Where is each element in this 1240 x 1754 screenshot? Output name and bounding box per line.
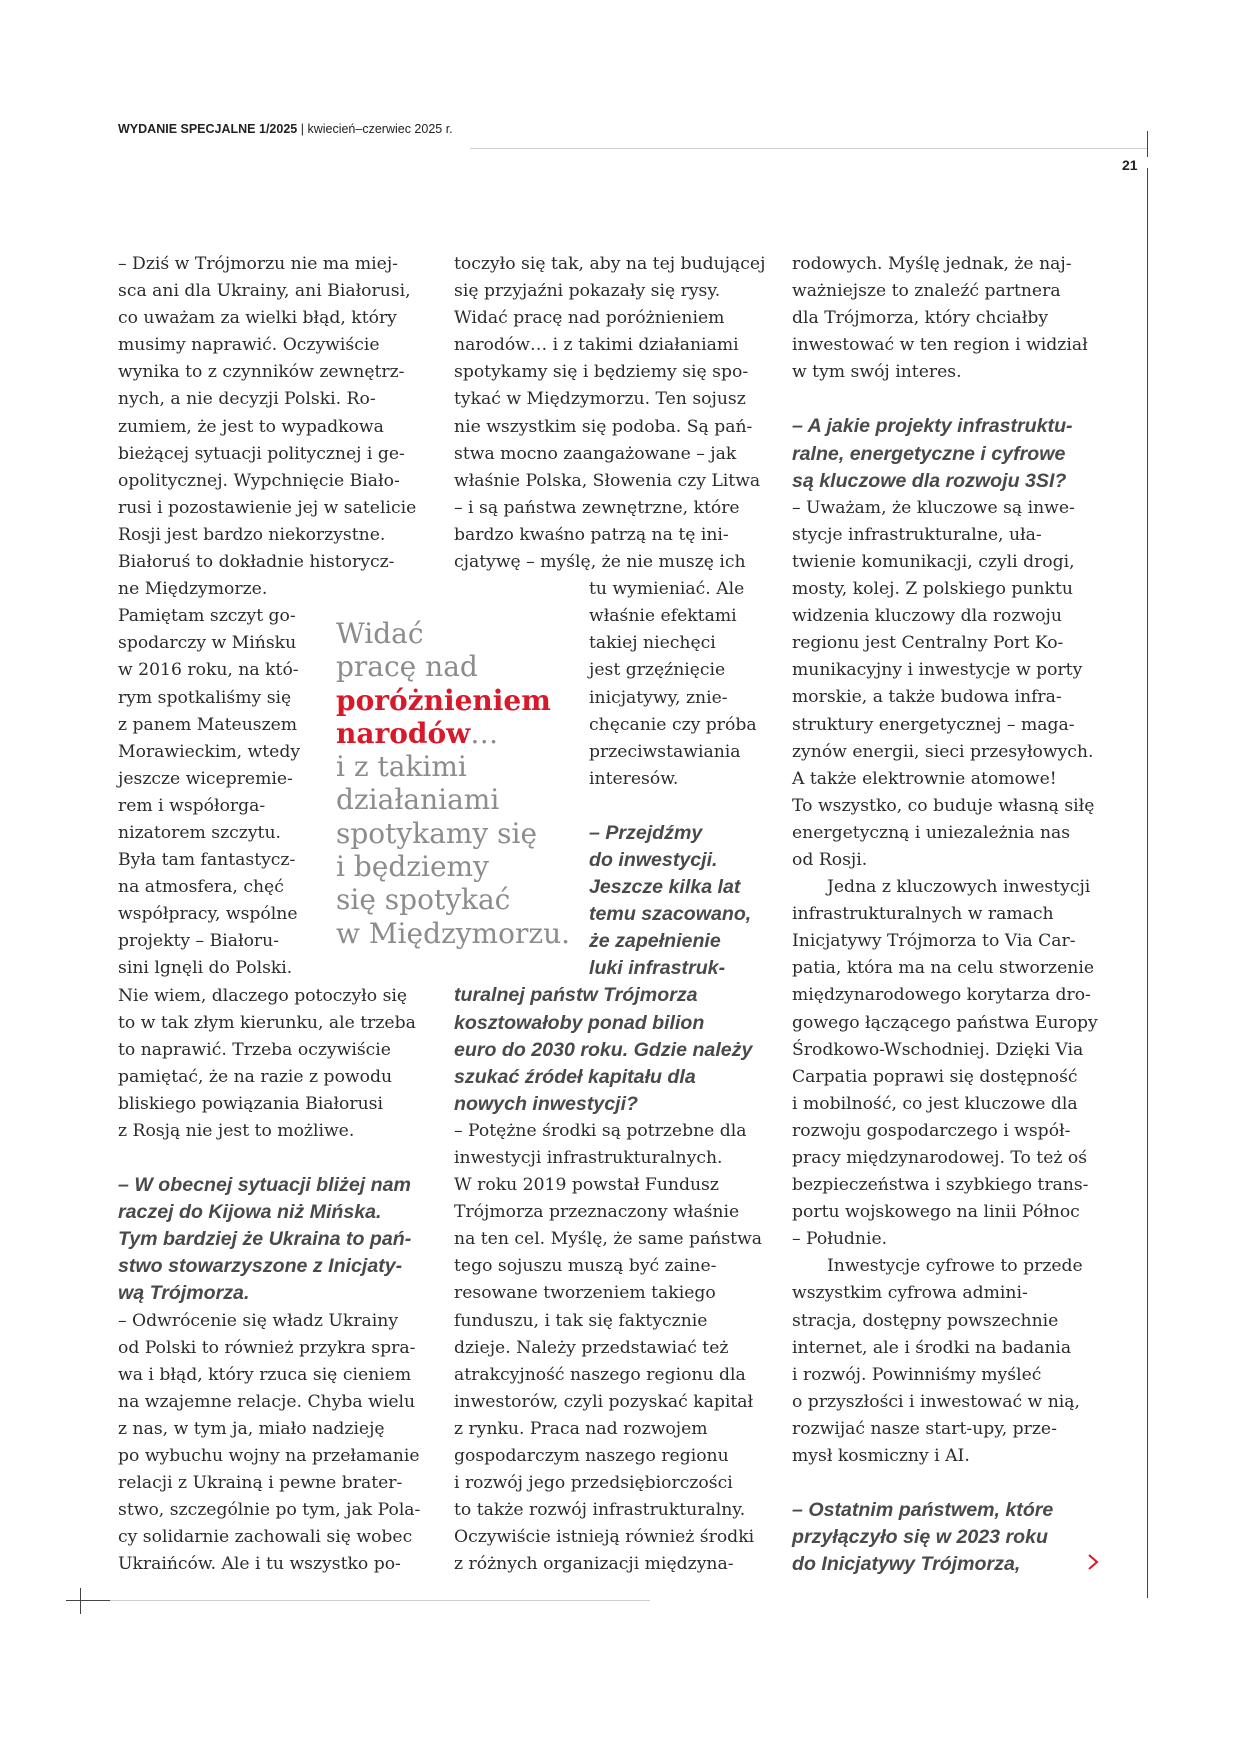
header-separator: |: [297, 122, 308, 136]
crop-mark-bottom-left-vertical: [80, 1588, 81, 1614]
running-header: [118, 122, 453, 136]
paragraph: rodowych. Myślę jednak, że naj- ważniejsze to znaleźć partnera dla Trójmorza, który chciałby inwestować w ten region i widział w tym swój interes.: [792, 254, 1088, 383]
paragraph: Jedna z kluczowych inwestycji infrastrukturalnych w ramach Inicjatywy Trójmorza to Via Car- patia, która ma na celu stworzenie międzynarodowego korytarza dro- gowego łączącego państwa Europy Środkowo-Wschodniej. Dzięki Via Carpatia poprawi się dostępność i mobilność, co jest kluczowe dla rozwoju gospodarczego i współ- pracy międzynarodowej. To też oś bezpieczeństwa i szybkiego trans- portu wojskowego na linii Północ – Południe.: [792, 877, 1098, 1250]
issue-date: kwiecień–czerwiec 2025 r.: [307, 122, 453, 136]
crop-mark-top-vertical: [1147, 131, 1148, 157]
crop-mark-right-vertical: [1147, 168, 1148, 1598]
interview-question: – Ostatnim państwem, które przyłączyło się w 2023 roku do Inicjatywy Trójmorza,: [792, 1499, 1054, 1576]
interview-question: – W obecnej sytuacji bliżej nam raczej do Kijowa niż Mińska. Tym bardziej że Ukraina to pań- stwo stowarzyszone z Inicjaty- wą Trójmorza.: [118, 1174, 412, 1305]
footer-rule: [110, 1600, 650, 1601]
pull-quote-highlight: narodów: [336, 716, 471, 750]
pull-quote: Widać pracę nad poróżnieniem narodów… i z takimi działaniami spotykamy się i będziemy się spotykać w Międzymorzu.: [336, 617, 571, 950]
interview-question: – A jakie projekty infrastruktu- ralne, energetyczne i cyfrowe są kluczowe dla rozwoju 3SI?: [792, 415, 1073, 492]
paragraph: toczyło się tak, aby na tej budującej się przyjaźni pokazały się rysy. Widać pracę nad poróżnieniem narodów… i z takimi działaniami spotykamy się i będziemy się spo- tykać w Międzymorzu. Ten sojusz nie wszystkim się podoba. Są pań- stwa mocno zaangażowane – jak właśnie Polska, Słowenia czy Litwa – i są państwa zewnętrzne, które bardzo kwaśno patrzą na tę ini- cjatywę – myślę, że nie muszę ich: [454, 254, 766, 573]
interview-question: – Przejdźmy do inwestycji. Jeszcze kilka lat temu szacowano, że zapełnienie luki infrastruk- turalnej państw Trójmorza kosztowałoby ponad bilion euro do 2030 roku. Gdzie należy szukać źródeł kapitału dla nowych inwestycji?: [454, 821, 753, 1115]
paragraph: – Uważam, że kluczowe są inwe- stycje infrastrukturalne, uła- twienie komunikacji, czyli drogi, mosty, kolej. Z polskiego punktu widzenia kluczowy dla rozwoju regionu jest Centralny Port Ko- munikacyjny i inwestycje w porty morskie, a także budowa infra- struktury energetycznej – maga- zynów energii, sieci przesyłowych. A także elektrownie atomowe! To wszystko, co buduje własną siłę energetyczną i uniezależnia nas od Rosji.: [792, 497, 1095, 870]
page-number: 21: [1122, 157, 1138, 173]
paragraph: – Odwrócenie się władz Ukrainy od Polski to również przykra spra- wa i błąd, który rzuca się cieniem na wzajemne relacje. Chyba wielu z nas, w tym ja, miało nadzieję po wybuchu wojny na przełamanie relacji z Ukrainą i pewne brater- stwo, szczególnie po tym, jak Pola- cy solidarnie zachowali się wobec Ukraińców. Ale i tu wszystko po-: [118, 1310, 421, 1575]
header-rule: [470, 148, 1148, 149]
column-3: [792, 251, 1102, 1578]
issue-label: WYDANIE SPECJALNE 1/2025: [118, 122, 298, 136]
paragraph: Inwestycje cyfrowe to przede wszystkim cyfrowa admini- stracja, dostępny powszechnie internet, ale i środki na badania i rozwój. Powinniśmy myśleć o przyszłości i inwestować w nią, rozwijać nasze start-upy, prze- mysł kosmiczny i AI.: [792, 1256, 1083, 1467]
chevron-right-icon-svg: [1086, 1552, 1100, 1572]
paragraph-wrapped: tu wymieniać. Ale właśnie efektami takiej niechęci jest grzęźnięcie inicjatywy, znie- chęcanie czy próba przeciwstawiania interesów.: [589, 579, 757, 789]
paragraph: Pamiętam szczyt go- spodarczy w Mińsku w 2016 roku, na któ- rym spotkaliśmy się z panem Mateuszem Morawieckim, wtedy jeszcze wicepremie- rem i współorga- nizatorem szczytu. Była tam fantastycz- na atmosfera, chęć współpracy, wspólne projekty – Białoru- sini lgnęli do Polski. Nie wiem, dlaczego potoczyło się to w tak złym kierunku, ale trzeba to naprawić. Trzeba oczywiście pamiętać, że na razie z powodu bliskiego powiązania Białorusi z Rosją nie jest to możliwe.: [118, 606, 416, 1141]
paragraph: – Dziś w Trójmorzu nie ma miej- sca ani dla Ukrainy, ani Białorusi, co uważam za wielki błąd, który musimy naprawić. Oczywiście wynika to z czynników zewnętrz- nych, a nie decyzji Polski. Ro- zumiem, że jest to wypadkowa bieżącej sytuacji politycznej i ge- opolitycznej. Wypchnięcie Biało- rusi i pozostawienie jej w satelicie Rosji jest bardzo niekorzystne. Białoruś to dokładnie historycz- ne Międzymorze.: [118, 254, 417, 600]
column-2: [454, 251, 764, 1579]
paragraph: – Potężne środki są potrzebne dla inwestycji infrastrukturalnych. W roku 2019 powstał Fundusz Trójmorza przeznaczony właśnie na ten cel. Myślę, że same państwa tego sojuszu muszą być zaine- resowane tworzeniem takiego funduszu, i tak się faktycznie dzieje. Należy przedstawiać też atrakcyjność naszego regionu dla inwestorów, czyli pozyskać kapitał z rynku. Praca nad rozwojem gospodarczym naszego regionu i rozwój jego przedsiębiorczości to także rozwój infrastrukturalny. Oczywiście istnieją również środki z różnych organizacji międzyna-: [454, 1120, 763, 1575]
pull-quote-highlight: poróżnieniem: [336, 683, 551, 717]
chevron-right-icon: [1086, 1552, 1100, 1578]
crop-mark-bottom-left-horizontal: [66, 1600, 110, 1601]
